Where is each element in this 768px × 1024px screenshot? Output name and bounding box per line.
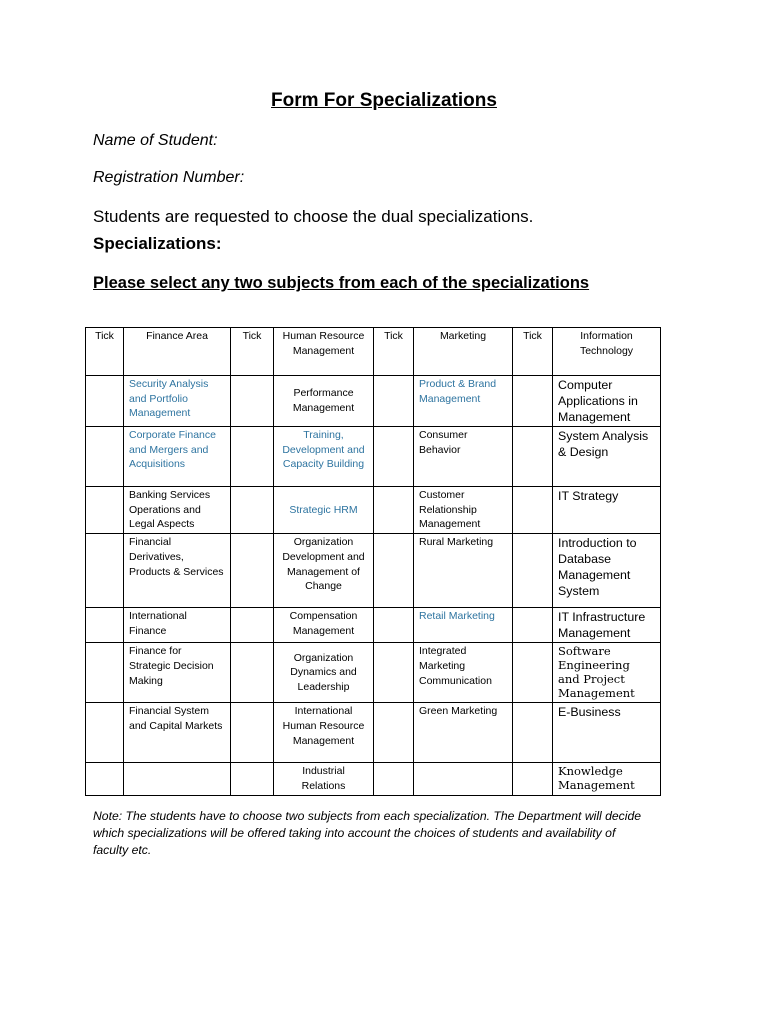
tick-cell-hr[interactable] <box>231 534 274 608</box>
table-row <box>86 643 661 703</box>
tick-cell-marketing[interactable] <box>374 763 414 796</box>
tick-cell-finance[interactable] <box>86 643 124 703</box>
it-subject: Software Engineering and Project Management <box>553 643 661 703</box>
marketing-subject: Retail Marketing <box>414 608 513 643</box>
information-technology-header: Information Technology <box>553 328 661 376</box>
tick-cell-it[interactable] <box>513 376 553 427</box>
registration-number-label: Registration Number: <box>93 169 245 186</box>
tick-cell-it[interactable] <box>513 427 553 487</box>
hr-subject: Organization Development and Management of Change <box>274 534 374 608</box>
tick-cell-hr[interactable] <box>231 643 274 703</box>
tick-cell-finance[interactable] <box>86 703 124 763</box>
tick-cell-hr[interactable] <box>231 608 274 643</box>
finance-subject <box>124 763 231 796</box>
hr-subject: Training, Development and Capacity Building <box>274 427 374 487</box>
hr-subject: Organization Dynamics and Leadership <box>274 643 374 703</box>
table-row <box>86 487 661 534</box>
marketing-subject <box>414 763 513 796</box>
tick-cell-hr[interactable] <box>231 763 274 796</box>
finance-area-header: Finance Area <box>124 328 231 376</box>
table-row <box>86 608 661 643</box>
tick-cell-hr[interactable] <box>231 427 274 487</box>
tick-header: Tick <box>374 328 414 376</box>
it-subject: IT Infrastructure Management <box>553 608 661 643</box>
marketing-subject: Consumer Behavior <box>414 427 513 487</box>
tick-cell-marketing[interactable] <box>374 608 414 643</box>
tick-cell-marketing[interactable] <box>374 427 414 487</box>
finance-subject: Financial System and Capital Markets <box>124 703 231 763</box>
tick-cell-marketing[interactable] <box>374 376 414 427</box>
tick-cell-marketing[interactable] <box>374 703 414 763</box>
marketing-subject: Green Marketing <box>414 703 513 763</box>
tick-cell-finance[interactable] <box>86 763 124 796</box>
it-subject: Computer Applications in Management <box>553 376 661 427</box>
tick-cell-marketing[interactable] <box>374 487 414 534</box>
hr-subject: Industrial Relations <box>274 763 374 796</box>
marketing-subject: Rural Marketing <box>414 534 513 608</box>
intro-text: Students are requested to choose the dual specializations. <box>93 207 534 226</box>
finance-subject: Finance for Strategic Decision Making <box>124 643 231 703</box>
it-subject: System Analysis & Design <box>553 427 661 487</box>
hr-management-header: Human Resource Management <box>274 328 374 376</box>
tick-cell-it[interactable] <box>513 534 553 608</box>
finance-subject: International Finance <box>124 608 231 643</box>
table-row <box>86 534 661 608</box>
table-row <box>86 376 661 427</box>
tick-header: Tick <box>513 328 553 376</box>
footnote: Note: The students have to choose two subjects from each specialization. The Department will decide which specializations will be offered taking into account the choices of students and availability of faculty etc. <box>93 809 642 857</box>
marketing-header: Marketing <box>414 328 513 376</box>
finance-subject: Banking Services Operations and Legal Aspects <box>124 487 231 534</box>
tick-cell-it[interactable] <box>513 608 553 643</box>
tick-cell-it[interactable] <box>513 487 553 534</box>
tick-cell-it[interactable] <box>513 643 553 703</box>
tick-cell-it[interactable] <box>513 763 553 796</box>
specializations-table <box>85 327 661 796</box>
tick-cell-marketing[interactable] <box>374 643 414 703</box>
tick-cell-marketing[interactable] <box>374 534 414 608</box>
finance-subject: Financial Derivatives, Products & Services <box>124 534 231 608</box>
hr-subject: International Human Resource Management <box>274 703 374 763</box>
selection-instruction: Please select any two subjects from each of the specializations <box>93 274 590 292</box>
finance-subject: Security Analysis and Portfolio Management <box>124 376 231 427</box>
finance-subject: Corporate Finance and Mergers and Acquisitions <box>124 427 231 487</box>
tick-cell-finance[interactable] <box>86 608 124 643</box>
tick-cell-finance[interactable] <box>86 427 124 487</box>
marketing-subject: Customer Relationship Management <box>414 487 513 534</box>
tick-cell-hr[interactable] <box>231 703 274 763</box>
student-name-label: Name of Student: <box>93 132 218 149</box>
tick-cell-it[interactable] <box>513 703 553 763</box>
table-row <box>86 763 661 796</box>
hr-subject: Compensation Management <box>274 608 374 643</box>
it-subject: Introduction to Database Management System <box>553 534 661 608</box>
table-row <box>86 427 661 487</box>
marketing-subject: Integrated Marketing Communication <box>414 643 513 703</box>
tick-header: Tick <box>231 328 274 376</box>
tick-cell-finance[interactable] <box>86 376 124 427</box>
table-row <box>86 703 661 763</box>
tick-cell-finance[interactable] <box>86 487 124 534</box>
it-subject: IT Strategy <box>553 487 661 534</box>
tick-cell-hr[interactable] <box>231 487 274 534</box>
specializations-heading: Specializations: <box>93 234 222 253</box>
marketing-subject: Product & Brand Management <box>414 376 513 427</box>
tick-cell-finance[interactable] <box>86 534 124 608</box>
header-row <box>86 328 661 376</box>
form-title: Form For Specializations <box>271 90 497 111</box>
hr-subject: Strategic HRM <box>274 487 374 534</box>
tick-cell-hr[interactable] <box>231 376 274 427</box>
tick-header: Tick <box>86 328 124 376</box>
hr-subject: Performance Management <box>274 376 374 427</box>
it-subject: Knowledge Management <box>553 763 661 796</box>
it-subject: E-Business <box>553 703 661 763</box>
